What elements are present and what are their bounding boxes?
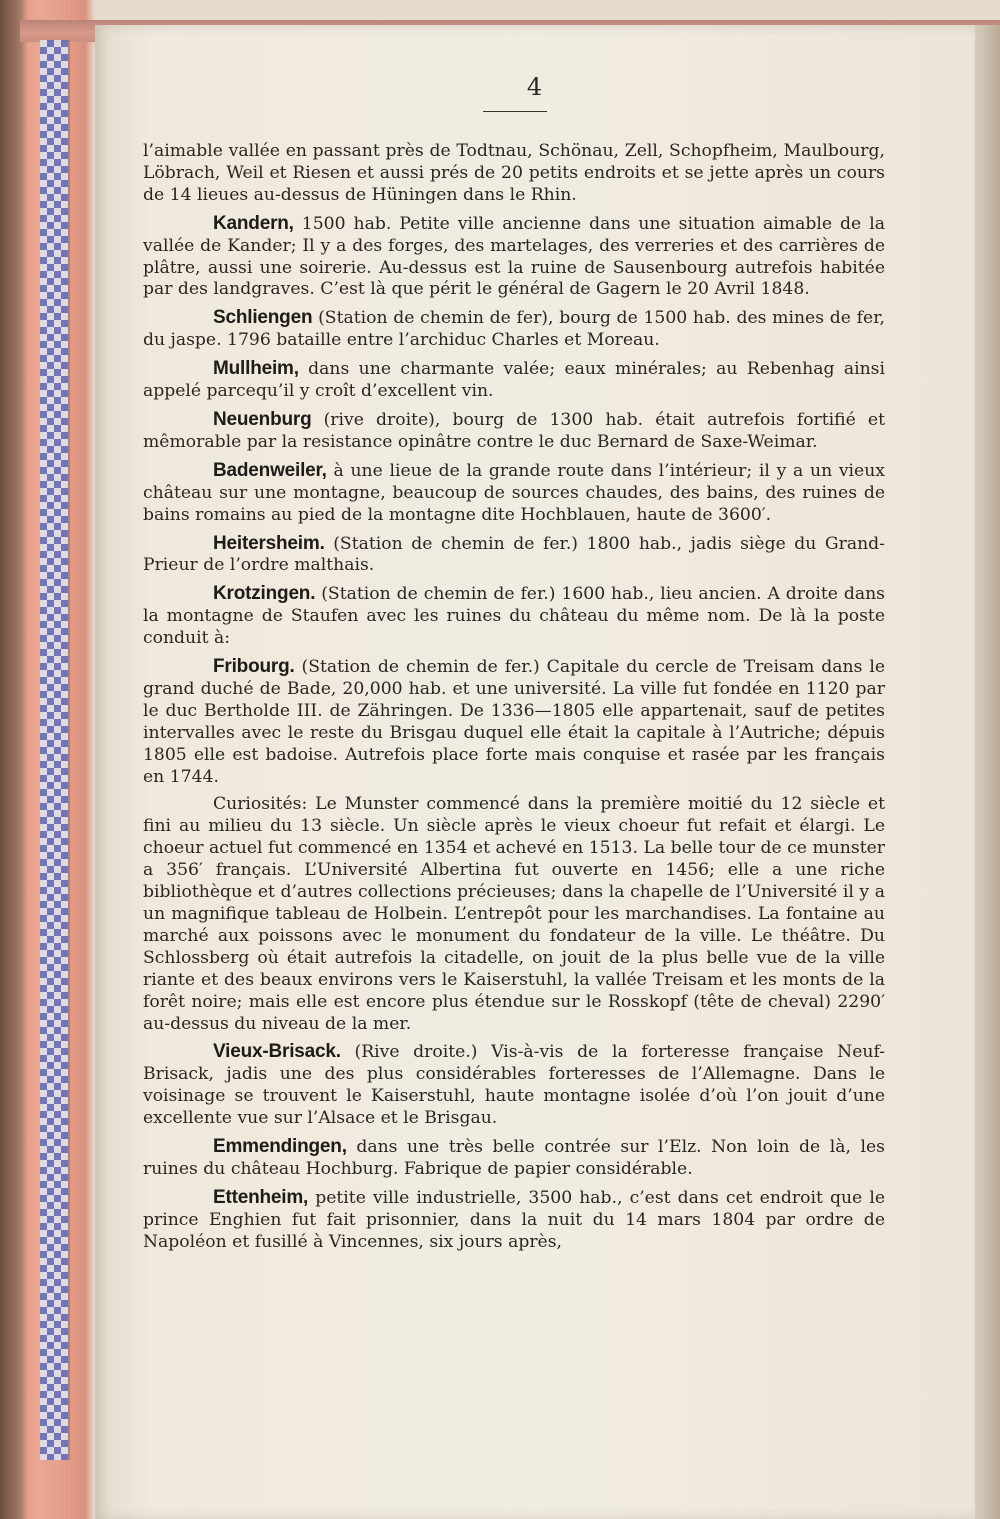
page-text bbox=[143, 141, 885, 1260]
entry-vieux-brisack bbox=[143, 1041, 885, 1130]
entry-heading: Kandern, bbox=[213, 212, 294, 234]
entry-heading: Vieux-Brisack. bbox=[213, 1041, 341, 1063]
entry-heading: Emmendingen, bbox=[213, 1136, 347, 1158]
entry-body: (rive droite), bourg de 1300 hab. était autrefois fortifié et mêmorable par la resistance opinâtre contre le duc Bernard de Saxe-Weimar. bbox=[143, 409, 885, 452]
entry-ettenheim bbox=[143, 1187, 885, 1254]
page-number: 4 bbox=[526, 73, 544, 101]
entry-heading: Ettenheim, bbox=[213, 1186, 309, 1208]
page-number-rule bbox=[483, 111, 547, 112]
checkered-binding bbox=[40, 40, 70, 1460]
entry-krotzingen bbox=[143, 583, 885, 650]
entry-body: 1500 hab. Petite ville ancienne dans une situation aimable de la vallée de Kander; Il y a des forges, des martelages, des verreries et des carrières de plâtre, aussi une soirerie. Au-dessus est la ruine de Sausenbourg autrefois habitée par des landgraves. C’est là que périt le général de Gagern le 20 Avril 1848. bbox=[143, 213, 885, 300]
paragraph-body: l’aimable vallée en passant près de Todtnau, Schönau, Zell, Schopfheim, Maulbourg, Löbrach, Weil et Riesen et aussi prés de 20 petits endroits et se jette après un cours de 14 lieues au-dessus de Hüningen dans le Rhin. bbox=[143, 141, 885, 205]
entry-kandern bbox=[143, 213, 885, 302]
book-page bbox=[95, 25, 975, 1519]
entry-body: petite ville industrielle, 3500 hab., c’est dans cet endroit que le prince Enghien fut fait prisonnier, dans la nuit du 14 mars 1804 par ordre de Napoléon et fusillé à Vincennes, six jours après, bbox=[143, 1187, 885, 1252]
entry-heading: Heitersheim. bbox=[213, 532, 325, 554]
entry-heading: Krotzingen. bbox=[213, 583, 316, 605]
entry-mullheim bbox=[143, 358, 885, 403]
entry-badenweiler bbox=[143, 460, 885, 527]
page-stack-edge bbox=[972, 25, 1000, 1519]
entry-heading: Neuenburg bbox=[213, 408, 312, 430]
paragraph-continuation bbox=[143, 141, 885, 207]
entry-schliengen bbox=[143, 307, 885, 352]
entry-body: (Station de chemin de fer.) 1600 hab., lieu ancien. A droite dans la montagne de Staufen avec les ruines du château du même nom. De là la poste conduit à: bbox=[143, 584, 885, 649]
entry-heading: Fribourg. bbox=[213, 656, 295, 678]
entry-heading: Schliengen bbox=[213, 307, 313, 329]
entry-heading: Mullheim, bbox=[213, 358, 299, 380]
entry-body: (Station de chemin de fer.) 1800 hab., jadis siège du Grand-Prieur de l’ordre malthais. bbox=[143, 533, 885, 576]
entry-body: (Rive droite.) Vis-à-vis de la forteresse française Neuf-Brisack, jadis une des plus considérables forteresses de l’Allemagne. Dans le voisinage se trouvent le Kaiserstuhl, haute montagne isolée d’où l’on jouit d’une excellente vue sur l’Alsace et le Brisgau. bbox=[143, 1042, 885, 1129]
entry-body: à une lieue de la grande route dans l’intérieur; il y a un vieux château sur une montagne, beaucoup de sources chaudes, des bains, des ruines de bains romains au pied de la montagne dite Hochblauen, haute de 3600′. bbox=[143, 460, 885, 525]
entry-heading: Badenweiler, bbox=[213, 459, 327, 481]
entry-body: (Station de chemin de fer), bourg de 1500 hab. des mines de fer, du jaspe. 1796 bataille entre l’archiduc Charles et Moreau. bbox=[143, 308, 885, 351]
entry-body: dans une charmante valée; eaux minérales; au Rebenhag ainsi appelé parcequ’il y croît d’excellent vin. bbox=[143, 359, 885, 402]
paragraph-curiosites bbox=[143, 794, 885, 1035]
entry-heitersheim bbox=[143, 533, 885, 578]
entry-neuenburg bbox=[143, 409, 885, 454]
paragraph-body: Curiosités: Le Munster commencé dans la première moitié du 12 siècle et fini au milieu du 13 siècle. Un siècle après le vieux choeur fut refait et élargi. Le choeur actuel fut commencé en 1354 et achevé en 1513. La belle tour de ce munster a 356′ français. L’Université Albertina fut ouverte en 1456; elle a une riche bibliothèque et d’autres collections précieuses; dans la chapelle de l’Université il y a un magnifique tableau de Holbein. L’entrepôt pour les marchandises. La fontaine au marché aux poissons avec le monument du fondateur de la ville. Le théâtre. Du Schlossberg où était autrefois la citadelle, on jouit de la plus belle vue de la ville riante et des beaux environs vers le Kaiserstuhl, la vallée Treisam et les monts de la forêt noire; mais elle est encore plus étendue sur le Rosskopf (tête de cheval) 2290′ au-dessus du niveau de la mer. bbox=[143, 794, 885, 1034]
entry-body: dans une très belle contrée sur l’Elz. Non loin de là, les ruines du château Hochburg. Fabrique de papier considérable. bbox=[143, 1137, 885, 1179]
entry-fribourg bbox=[143, 656, 885, 788]
entry-emmendingen bbox=[143, 1136, 885, 1181]
entry-body: (Station de chemin de fer.) Capitale du cercle de Treisam dans le grand duché de Bade, 20,000 hab. et une université. La ville fut fondée en 1120 par le duc Bertholde III. de Zähringen. De 1336—1805 elle appartenait, sauf de petites intervalles avec le reste du Brisgau duquel elle était la capitale à l’Autriche; dépuis 1805 elle est badoise. Autrefois place forte mais conquise et rasée par les français en 1744. bbox=[143, 657, 885, 787]
